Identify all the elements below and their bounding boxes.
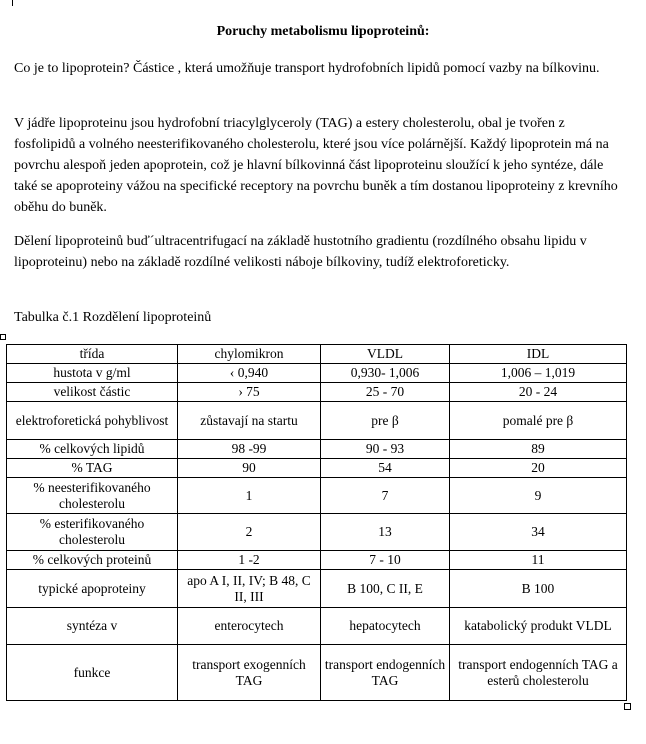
table-cell: 34: [450, 514, 627, 551]
table-cell: 54: [321, 459, 450, 478]
table-cell: 90 - 93: [321, 440, 450, 459]
table-cell: funkce: [7, 645, 178, 701]
table-cell: syntéza v: [7, 608, 178, 645]
table-cell: transport endogenních TAG a esterů cholesterolu: [450, 645, 627, 701]
table-resize-handle-icon[interactable]: [624, 703, 631, 710]
table-cell: velikost částic: [7, 383, 178, 402]
table-cell: apo A I, II, IV; B 48, C II, III: [178, 570, 321, 608]
table-caption: Tabulka č.1 Rozdělení lipoproteinů: [14, 310, 212, 325]
table-cell: % esterifikovaného cholesterolu: [7, 514, 178, 551]
table-row: [7, 402, 627, 440]
lipoprotein-table: [6, 344, 627, 701]
table-cell: zůstavají na startu: [178, 402, 321, 440]
table-row: [7, 608, 627, 645]
header-cell: IDL: [450, 345, 627, 364]
table-cell: 90: [178, 459, 321, 478]
table-cell: B 100: [450, 570, 627, 608]
table-row: [7, 478, 627, 514]
table-cell: 7 - 10: [321, 551, 450, 570]
table-cell: transport endogenních TAG: [321, 645, 450, 701]
text-cursor: [12, 0, 13, 6]
table-cell: 0,930- 1,006: [321, 364, 450, 383]
table-cell: typické apoproteiny: [7, 570, 178, 608]
table-cell: elektroforetická pohyblivost: [7, 402, 178, 440]
table-cell: % celkových proteinů: [7, 551, 178, 570]
table-cell: katabolický produkt VLDL: [450, 608, 627, 645]
table-cell: 1: [178, 478, 321, 514]
table-cell: pre β: [321, 402, 450, 440]
table-header-row: [7, 345, 627, 364]
table-row: [7, 440, 627, 459]
table-row: [7, 570, 627, 608]
table-cell: 1,006 – 1,019: [450, 364, 627, 383]
table-cell: 20: [450, 459, 627, 478]
paragraph-classification: Dělení lipoproteinů buď´ultracentrifugací na základě hustotního gradientu (rozdílného obsahu lipidu v lipoproteinu) nebo na základě rozdílné velikosti náboje bílkoviny, tudíž elektroforeticky.: [14, 234, 587, 270]
table-cell: 20 - 24: [450, 383, 627, 402]
table-cell: enterocytech: [178, 608, 321, 645]
table-cell: › 75: [178, 383, 321, 402]
table-cell: 2: [178, 514, 321, 551]
table-cell: 98 -99: [178, 440, 321, 459]
paragraph-intro: Co je to lipoprotein? Částice , která umožňuje transport hydrofobních lipidů pomocí vazby na bílkovinu.: [14, 61, 600, 76]
table-row: [7, 514, 627, 551]
table-cell: B 100, C II, E: [321, 570, 450, 608]
table-cell: 89: [450, 440, 627, 459]
table-cell: transport exogenních TAG: [178, 645, 321, 701]
header-cell: VLDL: [321, 345, 450, 364]
header-cell: chylomikron: [178, 345, 321, 364]
table-cell: pomalé pre β: [450, 402, 627, 440]
table-cell: hepatocytech: [321, 608, 450, 645]
table-cell: ‹ 0,940: [178, 364, 321, 383]
table-row: [7, 383, 627, 402]
table-row: [7, 551, 627, 570]
table-cell: % neesterifikovaného cholesterolu: [7, 478, 178, 514]
document-title: Poruchy metabolismu lipoproteinů:: [216, 24, 430, 39]
header-cell: třída: [7, 345, 178, 364]
table-row: [7, 459, 627, 478]
table-cell: 1 -2: [178, 551, 321, 570]
table-cell: % TAG: [7, 459, 178, 478]
table-cell: 9: [450, 478, 627, 514]
table-cell: 7: [321, 478, 450, 514]
table-cell: hustota v g/ml: [7, 364, 178, 383]
table-cell: 25 - 70: [321, 383, 450, 402]
table-cell: % celkových lipidů: [7, 440, 178, 459]
table-cell: 11: [450, 551, 627, 570]
table-row: [7, 645, 627, 701]
table-move-handle-icon[interactable]: [0, 334, 6, 340]
table-cell: 13: [321, 514, 450, 551]
table-row: [7, 364, 627, 383]
paragraph-structure: V jádře lipoproteinu jsou hydrofobní triacylglyceroly (TAG) a estery cholesterolu, obal je tvořen z fosfolipidů a volného neesterifikovaného cholesterolu, které jsou více polárnější. Každý lipoprotein má na povrchu alespoň jeden apoprotein, což je hlavní bílkovinná část lipoproteinu sloužící k jeho syntéze, dále také se apoproteiny vážou na specifické receptory na povrchu buněk a tím dostanou lipoproteiny z krevního oběhu do buněk.: [14, 116, 618, 215]
